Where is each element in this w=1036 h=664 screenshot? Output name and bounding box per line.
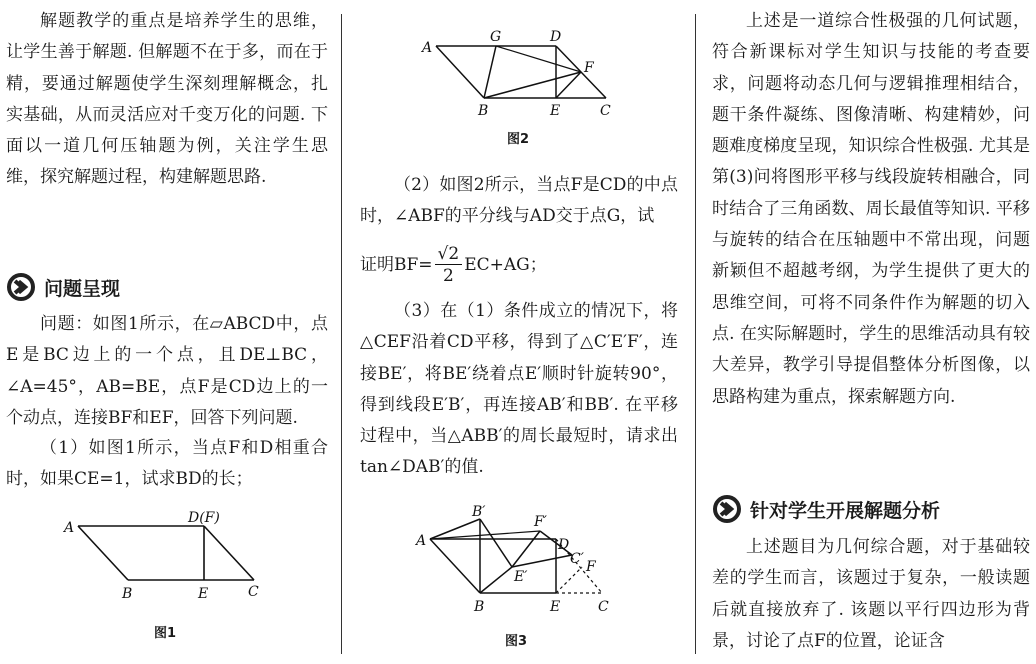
- column-2: [360, 0, 678, 664]
- part-1-question: （1）如图1所示，当点F和D相重合时，如果CE=1，试求BD的长；: [6, 438, 328, 490]
- column-3: [712, 0, 1030, 664]
- fig2-label-C: C: [600, 103, 611, 119]
- figure-3-caption: 图3: [504, 634, 528, 649]
- fig1-label-DF: D(F): [188, 510, 220, 526]
- part-2-question: （2）如图2所示，当点F是CD的中点时，∠ABF的平分线与AD交于点G，试: [360, 175, 678, 227]
- fig3-label-A: A: [416, 533, 427, 549]
- fraction-denominator: 2: [442, 266, 454, 286]
- heading-text: 问题呈现: [44, 277, 121, 300]
- fig2-label-B: B: [478, 103, 489, 119]
- intro-paragraph: 解题教学的重点是培养学生的思维，让学生善于解题. 但解题不在于多，而在于精，要通过解题使学生深刻理解概念，扎实基础，从而灵活应对千变万化的问题. 下面以一道几何压轴题为例，关注学生思维，探究解题过程，构建解题思路.: [6, 11, 328, 188]
- fig3-label-B: B: [474, 599, 485, 615]
- fig2-label-G: G: [490, 29, 502, 45]
- fraction: [435, 244, 463, 287]
- fig2-label-F: F: [584, 60, 594, 76]
- column-divider-1: [341, 14, 342, 654]
- fig3-label-Eprime: E′: [514, 569, 528, 585]
- problem-statement: 问题：如图1所示，在▱ABCD中，点E是BC边上的一个点，且DE⊥BC，∠A=45°，AB=BE，点F是CD边上的一个动点，连接BF和EF，回答下列问题.: [6, 314, 328, 428]
- figure-2: [416, 24, 626, 124]
- fig1-label-B: B: [122, 586, 133, 602]
- fig3-label-Fprime: F′: [534, 514, 547, 530]
- fig2-label-D: D: [550, 29, 562, 45]
- fig3-label-D: D: [558, 537, 570, 553]
- fig3-label-E: E: [550, 599, 561, 615]
- formula-suffix: EC+AG；: [464, 254, 547, 275]
- section-heading-analysis: [712, 494, 940, 524]
- figure-2-caption: 图2: [506, 132, 530, 147]
- column-divider-2: [695, 14, 696, 654]
- figure-1-caption: 图1: [153, 626, 177, 641]
- figure-1: [56, 508, 276, 608]
- formula-prefix: 证明BF=: [360, 254, 433, 275]
- fig3-label-Bprime: B′: [472, 505, 486, 520]
- fig3-label-C: C: [598, 599, 609, 615]
- part-3-question: （3）在（1）条件成立的情况下，将△CEF沿着CD平移，得到了△C′E′F′，连接BE′，将BE′绕着点E′顺时针旋转90°，得到线段E′B′，再连接AB′和BB′. 在平移过程中，当△ABB′的周长最短时，请求出tan∠DAB′的值.: [360, 301, 678, 478]
- fig1-label-C: C: [248, 584, 259, 600]
- fig2-label-A: A: [422, 40, 433, 56]
- circle-arrow-icon: [712, 494, 742, 524]
- fig1-label-A: A: [64, 520, 75, 536]
- fig1-label-E: E: [198, 586, 209, 602]
- part-2-formula: [360, 244, 678, 287]
- section-heading-problem: [6, 272, 120, 302]
- figure-3: [412, 505, 632, 620]
- fraction-numerator: √2: [435, 244, 463, 265]
- analysis-paragraph: 上述是一道综合性极强的几何试题，符合新课标对学生知识与技能的考查要求，问题将动态几何与逻辑推理相结合，题干条件凝练、图像清晰、构建精妙，问题难度梯度呈现，知识综合性极强. 尤其是第(3)问将图形平移与线段旋转相融合，同时结合了三角函数、周长最值等知识. 平移与旋转的结合在压轴题中不常出现，问题新颖但不超越考纲，为学生提供了更大的思维空间，可将不同条件作为解题的切入点. 在实际解题时，学生的思维活动具有较大差异，教学引导提倡整体分析图像，以思路构建为重点，探索解题方向.: [712, 11, 1030, 407]
- fig2-label-E: E: [550, 103, 561, 119]
- column-1: [6, 0, 328, 664]
- heading-text: 针对学生开展解题分析: [750, 499, 941, 522]
- fig3-label-Cprime: C′: [570, 551, 584, 567]
- circle-arrow-icon: [6, 272, 36, 302]
- student-analysis-paragraph: 上述题目为几何综合题，对于基础较差的学生而言，该题过于复杂，一般读题后就直接放弃了. 该题以平行四边形为背景，讨论了点F的位置，论证含: [712, 537, 1030, 651]
- fig3-label-F: F: [586, 559, 596, 575]
